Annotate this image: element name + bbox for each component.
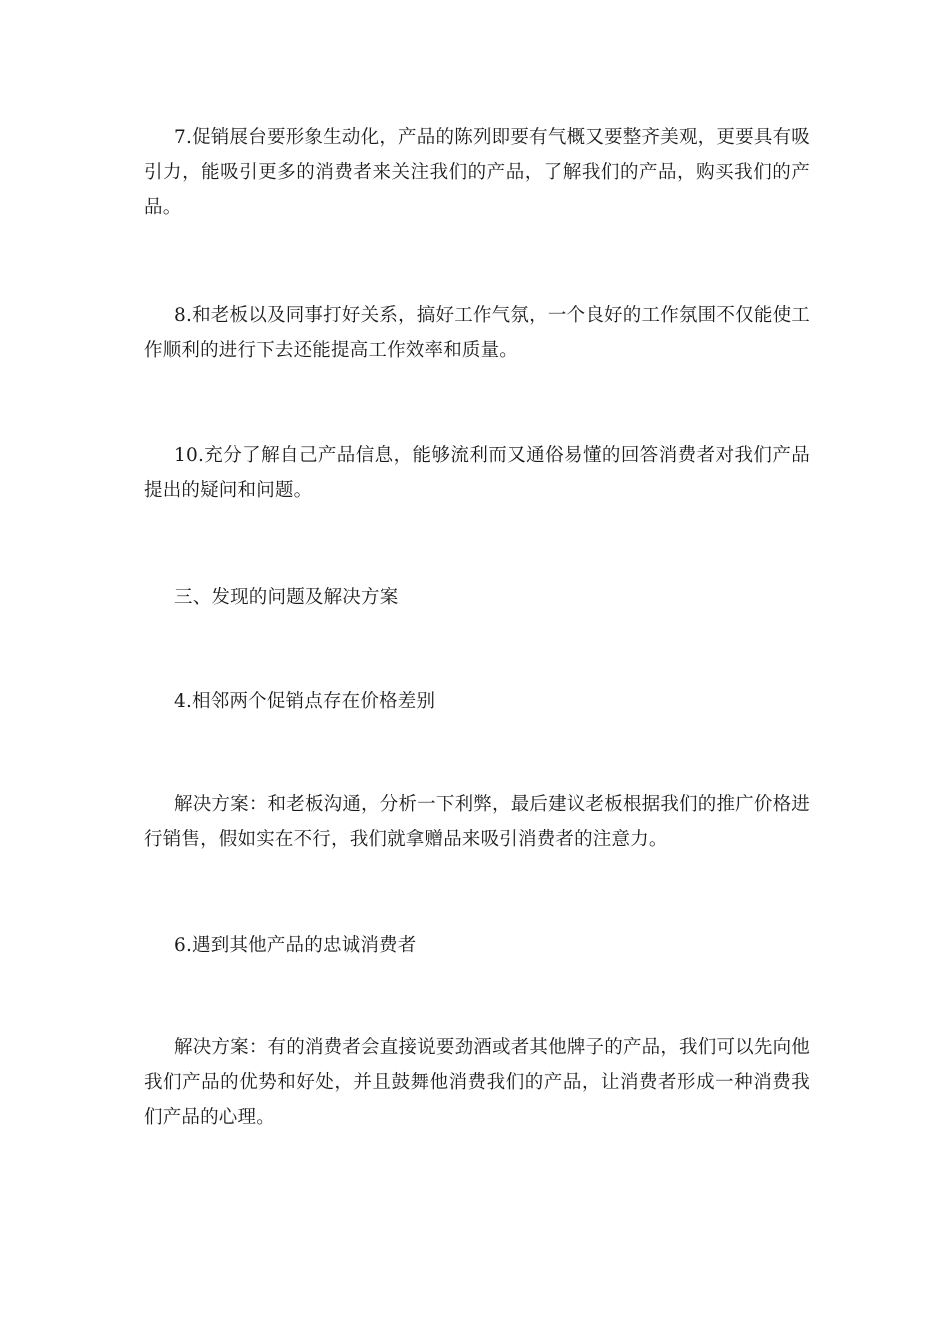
- paragraph-item-7: 7.促销展台要形象生动化，产品的陈列即要有气概又要整齐美观，更要具有吸引力，能吸引更多的消费者来关注我们的产品，了解我们的产品，购买我们的产品。: [144, 127, 810, 218]
- problem-heading-6: 6.遇到其他产品的忠诚消费者: [174, 935, 417, 956]
- section-heading-3: 三、发现的问题及解决方案: [174, 587, 399, 608]
- solution-paragraph-6: 解决方案：有的消费者会直接说要劲酒或者其他牌子的产品，我们可以先向他我们产品的优势和好处，并且鼓舞他消费我们的产品，让消费者形成一种消费我们产品的心理。: [144, 1037, 810, 1128]
- solution-paragraph-4: 解决方案：和老板沟通，分析一下利弊，最后建议老板根据我们的推广价格进行销售，假如实在不行，我们就拿赠品来吸引消费者的注意力。: [144, 794, 810, 850]
- paragraph-item-8: 8.和老板以及同事打好关系，搞好工作气氛，一个良好的工作氛围不仅能使工作顺利的进行下去还能提高工作效率和质量。: [144, 305, 810, 361]
- paragraph-item-10: 10.充分了解自己产品信息，能够流利而又通俗易懂的回答消费者对我们产品提出的疑问和问题。: [144, 445, 810, 501]
- problem-heading-4: 4.相邻两个促销点存在价格差别: [174, 691, 436, 712]
